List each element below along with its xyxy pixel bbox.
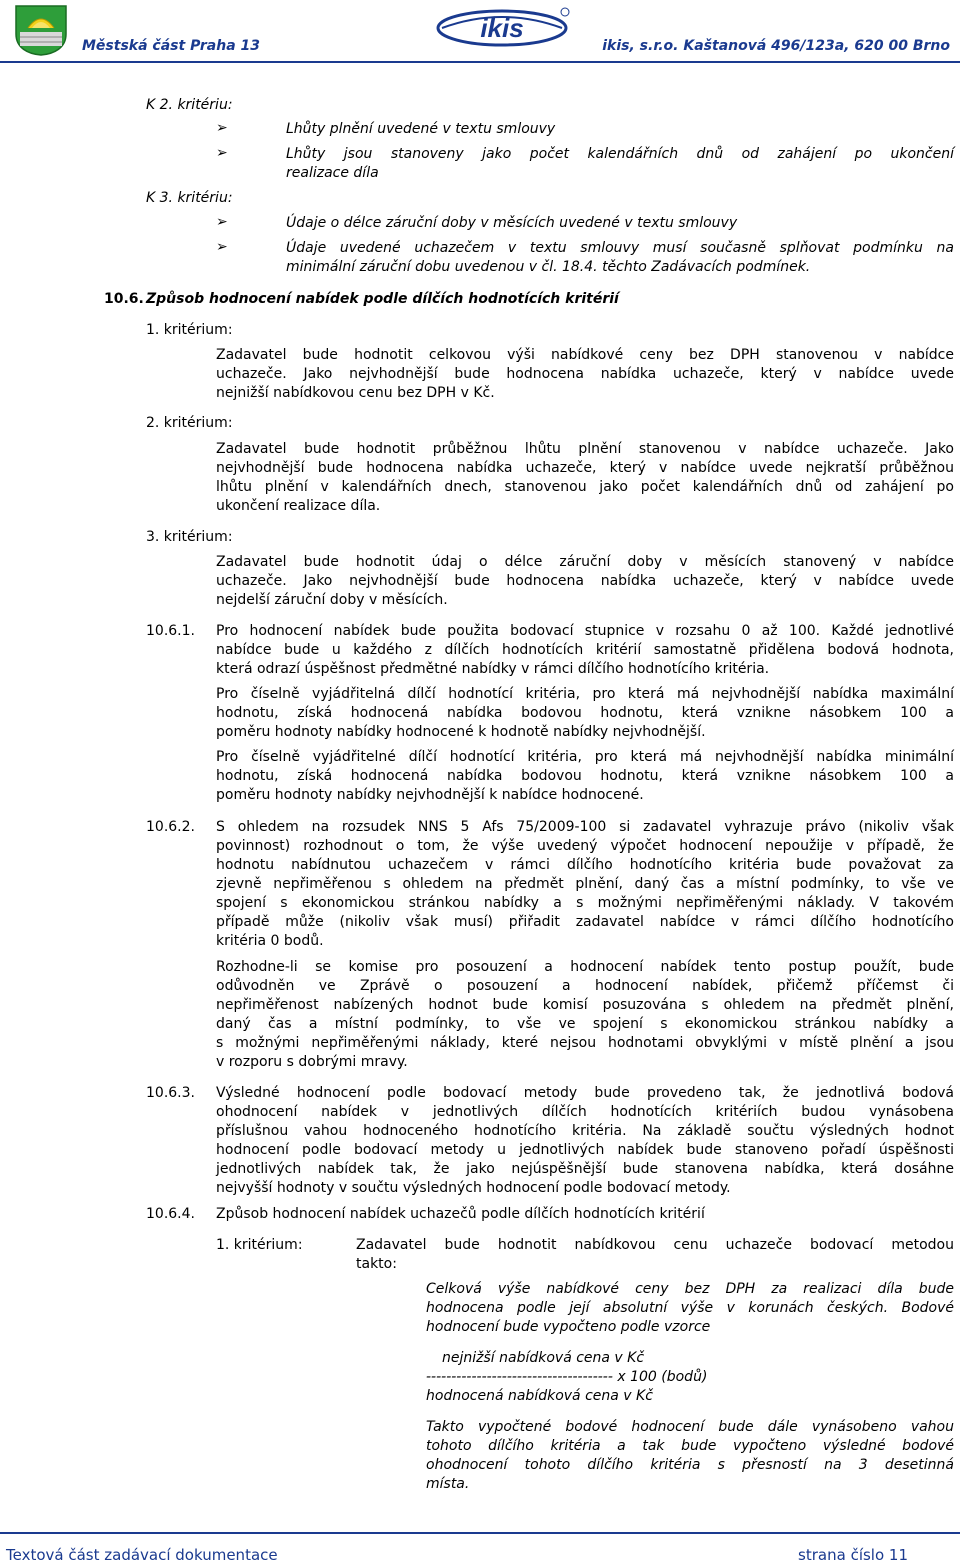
s1061-p1-line1: Pro hodnocení nabídek bude použita bodovací stupnice v rozsahu 0 až 100. Každé jednotlivé xyxy=(216,623,954,639)
bullet-arrow-icon: ➢ xyxy=(216,145,228,161)
s1062-p2-line1: Rozhodne-li se komise pro posouzení a hodnocení nabídek tento postup použít, bude xyxy=(216,959,954,975)
calc-line3: hodnocení bude vypočteno podle vzorce xyxy=(426,1319,711,1335)
criterion-3-line3: nejdelší záruční doby v měsících. xyxy=(216,592,448,608)
bullet-arrow-icon: ➢ xyxy=(216,239,228,255)
header-divider xyxy=(0,61,960,63)
s1062-p1-line7: kritéria 0 bodů. xyxy=(216,933,324,949)
criterion-2-line1: Zadavatel bude hodnotit průběžnou lhůtu plnění stanovenou v nabídce uchazeče. Jako xyxy=(216,441,954,457)
section-number: 10.6. xyxy=(104,291,144,307)
s1063-line2: ohodnocení nabídek v jednotlivých dílčích hodnotících kritériích budou vynásobena xyxy=(216,1104,954,1120)
formula-denominator: hodnocená nabídková cena v Kč xyxy=(426,1388,653,1404)
formula-numerator: nejnižší nabídková cena v Kč xyxy=(442,1350,645,1366)
ikis-logo xyxy=(436,4,572,48)
bullet-arrow-icon: ➢ xyxy=(216,120,228,136)
k3-label: K 3. kritériu: xyxy=(146,190,233,206)
criterion-1-label: 1. kritérium: xyxy=(146,322,233,338)
criterion-2-line3: lhůtu plnění v kalendářních dnech, stanovenou jako počet kalendářních dnů od zahájení po xyxy=(216,479,954,495)
criterion-3-line1: Zadavatel bude hodnotit údaj o délce záruční doby v měsících stanovený v nabídce xyxy=(216,554,954,570)
s1061-p3-line3: poměru hodnoty nabídky nejvhodnější k nabídce hodnocené. xyxy=(216,787,644,803)
s1061-p2-line2: hodnotu, získá hodnocená nabídka bodovou hodnotu, která vznikne násobkem 100 a xyxy=(216,705,954,721)
bullet-arrow-icon: ➢ xyxy=(216,214,228,230)
s1063-line3: příslušnou vahou hodnoceného hodnotícího kritéria. Na základě součtu výsledných hodnot xyxy=(216,1123,954,1139)
criterion-1-line3: nejnižší nabídkovou cenu bez DPH v Kč. xyxy=(216,385,495,401)
s1062-p2-line3: nepřiměřenost nabízených hodnot bude komisí posuzována s ohledem na předmět plnění, xyxy=(216,997,954,1013)
s1062-p1-line2: povinnost) rozhodnout o tom, že výše uvedený výpočet hodnocení nepoužije v případě, že xyxy=(216,838,954,854)
prague13-coat-of-arms xyxy=(14,4,68,56)
s1061-p2-line3: poměru hodnoty nabídky hodnocené k hodnotě nabídky nejvhodnější. xyxy=(216,724,706,740)
footer-divider xyxy=(0,1532,960,1534)
header-municipality: Městská část Praha 13 xyxy=(82,38,261,54)
s1061-p2-line1: Pro číselně vyjádřitelná dílčí hodnotící kritéria, pro která má nejvhodnější nabídka maximální xyxy=(216,686,954,702)
criterion-1-line2: uchazeče. Jako nejvhodnější bude hodnocena nabídka uchazeče, který v nabídce uvede xyxy=(216,366,954,382)
criterion-3-line2: uchazeče. Jako nejvhodnější bude hodnocena nabídka uchazeče, který v nabídce uvede xyxy=(216,573,954,589)
criterion-2-line4: ukončení realizace díla. xyxy=(216,498,381,514)
k2-label: K 2. kritériu: xyxy=(146,97,233,113)
calc-line2: hodnocena podle její absolutní výše v korunách českých. Bodové xyxy=(426,1300,954,1316)
footer-doc-title: Textová část zadávací dokumentace xyxy=(6,1546,278,1564)
k2-bullet-2-line2: realizace díla xyxy=(286,165,379,181)
s1062-p1-line4: zjevně nepřiměřenou s ohledem na předmět plnění, daný čas a místní podmínky, to vše ve xyxy=(216,876,954,892)
s1064-title: Způsob hodnocení nabídek uchazečů podle dílčích hodnotících kritérií xyxy=(216,1206,705,1222)
calc-line1: Celková výše nabídkové ceny bez DPH za realizaci díla bude xyxy=(426,1281,954,1297)
s1063-line1: Výsledné hodnocení podle bodovací metody bude provedeno tak, že jednotlivá bodová xyxy=(216,1085,954,1101)
s1064-criterion-1-line2: takto: xyxy=(356,1256,397,1272)
end-line1: Takto vypočtené bodové hodnocení bude dále vynásobeno vahou xyxy=(426,1419,954,1435)
s1062-p1-line1: S ohledem na rozsudek NNS 5 Afs 75/2009-100 si zadavatel vyhrazuje právo (nikoliv však xyxy=(216,819,954,835)
s1062-p2-line5: s možnými nepřiměřenými náklady, které nejsou hodnotami obvyklými v místě plnění a jsou xyxy=(216,1035,954,1051)
s1062-p2-line2: odůvodněn ve Zprávě o posouzení a hodnocení nabídek, přičemž příčemst či xyxy=(216,978,954,994)
header-company-address: ikis, s.r.o. Kaštanová 496/123a, 620 00 Brno xyxy=(602,38,950,54)
s1061-p3-line1: Pro číselně vyjádřitelné dílčí hodnotící kritéria, pro která má nejvhodnější nabídka minimální xyxy=(216,749,954,765)
s1062-p1-line5: spojení s ekonomickou stránkou nabídky a s možnými nepřiměřenými náklady. V takovém xyxy=(216,895,954,911)
criterion-1-line1: Zadavatel bude hodnotit celkovou výši nabídkové ceny bez DPH stanovenou v nabídce xyxy=(216,347,954,363)
formula-fraction-line: ------------------------------------- x 100 (bodů) xyxy=(426,1369,708,1385)
s1062-p2-line4: daný čas a místní podmínky, to vše ve spojení s ekonomickou stránkou nabídky a xyxy=(216,1016,954,1032)
criterion-2-label: 2. kritérium: xyxy=(146,415,233,431)
subsection-number: 10.6.1. xyxy=(146,623,195,639)
criterion-3-label: 3. kritérium: xyxy=(146,529,233,545)
criterion-2-line2: nejvhodnější bude hodnocena nabídka uchazeče, který v nabídce uvede nejkratší průběžnou xyxy=(216,460,954,476)
k2-bullet-1: Lhůty plnění uvedené v textu smlouvy xyxy=(286,121,556,137)
section-title: Způsob hodnocení nabídek podle dílčích hodnotících kritérií xyxy=(146,291,619,307)
s1063-line4: hodnocení podle bodovací metody u jednotlivých nabídek bude stanoveno pořadí úspěšnosti xyxy=(216,1142,954,1158)
k3-bullet-2-line2: minimální záruční dobu uvedenou v čl. 18.4. těchto Zadávacích podmínek. xyxy=(286,259,811,275)
subsection-number: 10.6.4. xyxy=(146,1206,195,1222)
s1062-p2-line6: v rozporu s dobrými mravy. xyxy=(216,1054,408,1070)
s1061-p3-line2: hodnotu, získá hodnocená nabídka bodovou hodnotu, která vznikne násobkem 100 a xyxy=(216,768,954,784)
s1061-p1-line2: nabídce bude u každého z dílčích hodnotících kritérií samostatně přidělena bodová hodnota, xyxy=(216,642,954,658)
k3-bullet-2-line1: Údaje uvedené uchazečem v textu smlouvy musí současně splňovat podmínku na xyxy=(286,240,954,256)
s1062-p1-line6: případě může (nikoliv však musí) přiřadit zadavatel nabídce v rámci dílčího hodnotícího xyxy=(216,914,954,930)
s1063-line6: nejvyšší hodnoty v součtu výsledných hodnocení podle bodovací metody. xyxy=(216,1180,731,1196)
subsection-number: 10.6.3. xyxy=(146,1085,195,1101)
footer-page-number: strana číslo 11 xyxy=(798,1546,908,1564)
s1063-line5: jednotlivých nabídek tak, že jako nejúspěšnější bude stanovena nabídka, která dosáhne xyxy=(216,1161,954,1177)
s1064-criterion-1-label: 1. kritérium: xyxy=(216,1237,303,1253)
s1064-criterion-1-line1: Zadavatel bude hodnotit nabídkovou cenu uchazeče bodovací metodou xyxy=(356,1237,954,1253)
subsection-number: 10.6.2. xyxy=(146,819,195,835)
s1062-p1-line3: hodnotu nabídnutou uchazečem v rámci dílčího hodnotícího kritéria bude považovat za xyxy=(216,857,954,873)
s1061-p1-line3: která odrazí úspěšnost předmětné nabídky v rámci dílčího hodnotícího kritéria. xyxy=(216,661,770,677)
svg-text:ikis: ikis xyxy=(480,13,524,43)
k3-bullet-1: Údaje o délce záruční doby v měsících uvedené v textu smlouvy xyxy=(286,215,738,231)
k2-bullet-2-line1: Lhůty jsou stanoveny jako počet kalendářních dnů od zahájení po ukončení xyxy=(286,146,954,162)
end-line3: ohodnocení tohoto dílčího kritéria s přesností na 3 desetinná xyxy=(426,1457,954,1473)
end-line2: tohoto dílčího kritéria a tak bude vypočteno výsledné bodové xyxy=(426,1438,954,1454)
end-line4: místa. xyxy=(426,1476,470,1492)
